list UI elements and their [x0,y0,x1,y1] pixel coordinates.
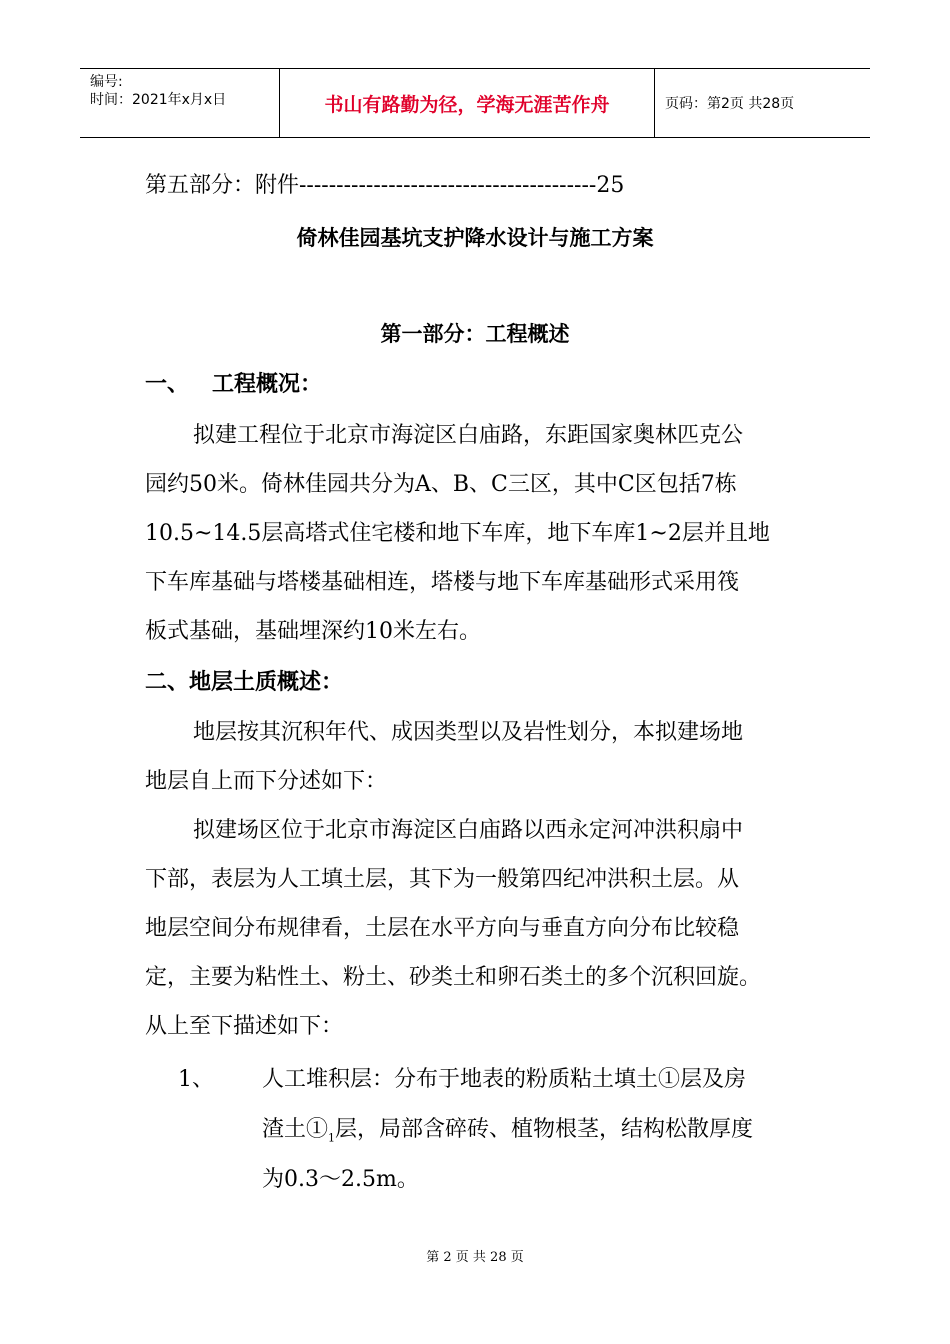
section1-line: 园约50米。倚林佳园共分为A、B、C三区，其中C区包括7栋 [145,472,737,497]
section2-para2-line: 拟建场区位于北京市海淀区白庙路以西永定河冲洪积扇中 [193,818,744,843]
time-label: 时间：2021年x月x日 [90,92,227,108]
list-item-line: 渣土$①_1$层，局部含碎砖、植物根茎，结构松散厚度 [262,1117,754,1145]
toc-line: 第五部分：附件----------------------------------------25 [145,173,625,198]
section2-para2-line: 定，主要为粘性土、粉土、砂类土和卵石类土的多个沉积回旋。 [145,965,762,990]
header-motto: 书山有路勤为径，学海无涯苦作舟 [280,69,655,137]
section1-line: 拟建工程位于北京市海淀区白庙路，东距国家奥林匹克公 [193,423,744,448]
section2-para2-line: 从上至下描述如下： [145,1014,344,1039]
part-title: 第一部分：工程概述 [380,322,570,346]
page-footer: 第 2 页 共 28 页 [426,1250,524,1265]
list-item-line: 人工堆积层：分布于地表的粉质粘土填土①层及房 [262,1067,747,1092]
section1-line: 10.5~14.5层高塔式住宅楼和地下车库，地下车库1~2层并且地 [145,521,770,546]
section1-heading: 工程概况： [212,372,323,397]
list-item-line: 为0.3～2.5m。 [262,1167,419,1192]
number-label: 编号: [90,74,123,90]
section1-line: 板式基础，基础埋深约10米左右。 [145,619,481,644]
list-item-number: 1、 [178,1067,214,1092]
header-meta [80,69,280,137]
section2-para1-line: 地层自上而下分述如下： [145,769,388,794]
section2-heading: 二、地层土质概述： [145,670,344,695]
section2-para2-line: 地层空间分布规律看，土层在水平方向与垂直方向分布比较稳 [145,916,740,941]
doc-title: 倚林佳园基坑支护降水设计与施工方案 [296,226,654,250]
header-page-info: 页码：第2页 共28页 [665,96,795,112]
section1-number: 一、 [145,372,190,397]
section1-line: 下车库基础与塔楼基础相连，塔楼与地下车库基础形式采用筏 [145,570,740,595]
page-header [80,68,870,138]
section2-para2-line: 下部，表层为人工填土层，其下为一般第四纪冲洪积土层。从 [145,867,740,892]
section2-para1-line: 地层按其沉积年代、成因类型以及岩性划分，本拟建场地 [193,720,744,745]
